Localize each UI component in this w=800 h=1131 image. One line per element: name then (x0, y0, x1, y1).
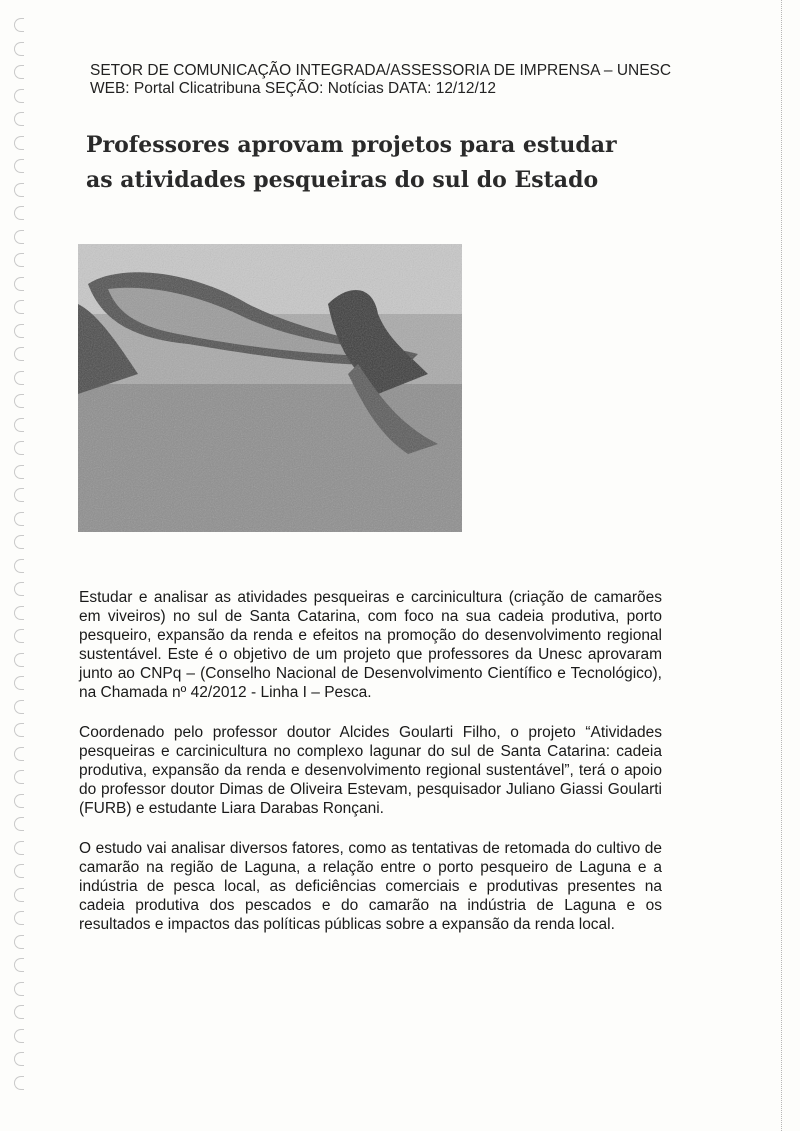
binding-hole (14, 864, 24, 878)
binding-hole (14, 841, 24, 855)
article-body (79, 588, 662, 955)
fishing-boat-photo (78, 244, 462, 532)
binding-hole (14, 1005, 24, 1019)
binding-hole (14, 159, 24, 173)
page-edge (781, 0, 782, 1131)
binding-hole (14, 606, 24, 620)
binding-hole (14, 136, 24, 150)
binding-hole (14, 582, 24, 596)
article-title: Professores aprovam projetos para estudar as atividades pesqueiras do sul do Estado (86, 132, 617, 193)
binding-hole (14, 394, 24, 408)
binding-hole (14, 770, 24, 784)
binding-hole (14, 676, 24, 690)
binding-hole (14, 958, 24, 972)
header-line-1: SETOR DE COMUNICAÇÃO INTEGRADA/ASSESSORIA DE IMPRENSA – UNESC (90, 62, 672, 79)
binding-hole (14, 206, 24, 220)
binding-hole (14, 418, 24, 432)
paragraph-2: Coordenado pelo professor doutor Alcides Goularti Filho, o projeto “Atividades pesqueiras e carcinicultura no complexo lagunar do sul de Santa Catarina: cadeia produtiva, expansão da renda e desenvolvimento regional sustentável”, terá o apoio do professor doutor Dimas de Oliveira Estevam, pesquisador Juliano Giassi Goularti (FURB) e estudante Liara Darabas Ronçani. (79, 724, 662, 817)
binding-hole (14, 1029, 24, 1043)
binding-hole (14, 112, 24, 126)
binding-hole (14, 535, 24, 549)
binding-hole (14, 1052, 24, 1066)
binding-hole (14, 89, 24, 103)
binding-hole (14, 982, 24, 996)
binding-hole (14, 183, 24, 197)
spiral-binding (14, 18, 30, 1098)
binding-hole (14, 324, 24, 338)
binding-hole (14, 488, 24, 502)
binding-hole (14, 230, 24, 244)
binding-hole (14, 700, 24, 714)
binding-hole (14, 817, 24, 831)
binding-hole (14, 888, 24, 902)
binding-hole (14, 935, 24, 949)
binding-hole (14, 18, 24, 32)
binding-hole (14, 300, 24, 314)
binding-hole (14, 42, 24, 56)
binding-hole (14, 512, 24, 526)
binding-hole (14, 911, 24, 925)
binding-hole (14, 465, 24, 479)
paragraph-1: Estudar e analisar as atividades pesqueiras e carcinicultura (criação de camarões em viveiros) no sul de Santa Catarina, com foco na sua cadeia produtiva, porto pesqueiro, expansão da renda e efeitos na promoção do desenvolvimento regional sustentável. Este é o objetivo de um projeto que professores da Unesc aprovaram junto ao CNPq – (Conselho Nacional de Desenvolvimento Científico e Tecnológico), na Chamada nº 42/2012 - Linha I – Pesca. (79, 589, 662, 701)
binding-hole (14, 629, 24, 643)
binding-hole (14, 277, 24, 291)
header-line-2: WEB: Portal Clicatribuna SEÇÃO: Notícias DATA: 12/12/12 (90, 80, 497, 97)
binding-hole (14, 253, 24, 267)
press-header (90, 62, 690, 98)
binding-hole (14, 347, 24, 361)
binding-hole (14, 371, 24, 385)
binding-hole (14, 441, 24, 455)
binding-hole (14, 723, 24, 737)
binding-hole (14, 559, 24, 573)
binding-hole (14, 794, 24, 808)
binding-hole (14, 747, 24, 761)
binding-hole (14, 65, 24, 79)
binding-hole (14, 1076, 24, 1090)
binding-hole (14, 653, 24, 667)
paragraph-3: O estudo vai analisar diversos fatores, como as tentativas de retomada do cultivo de camarão na região de Laguna, a relação entre o porto pesqueiro de Laguna e a indústria de pesca local, as deficiências comerciais e produtivas presentes na cadeia produtiva dos pescados e do camarão na indústria de Laguna e os resultados e impactos das políticas públicas sobre a expansão da renda local. (79, 840, 662, 933)
